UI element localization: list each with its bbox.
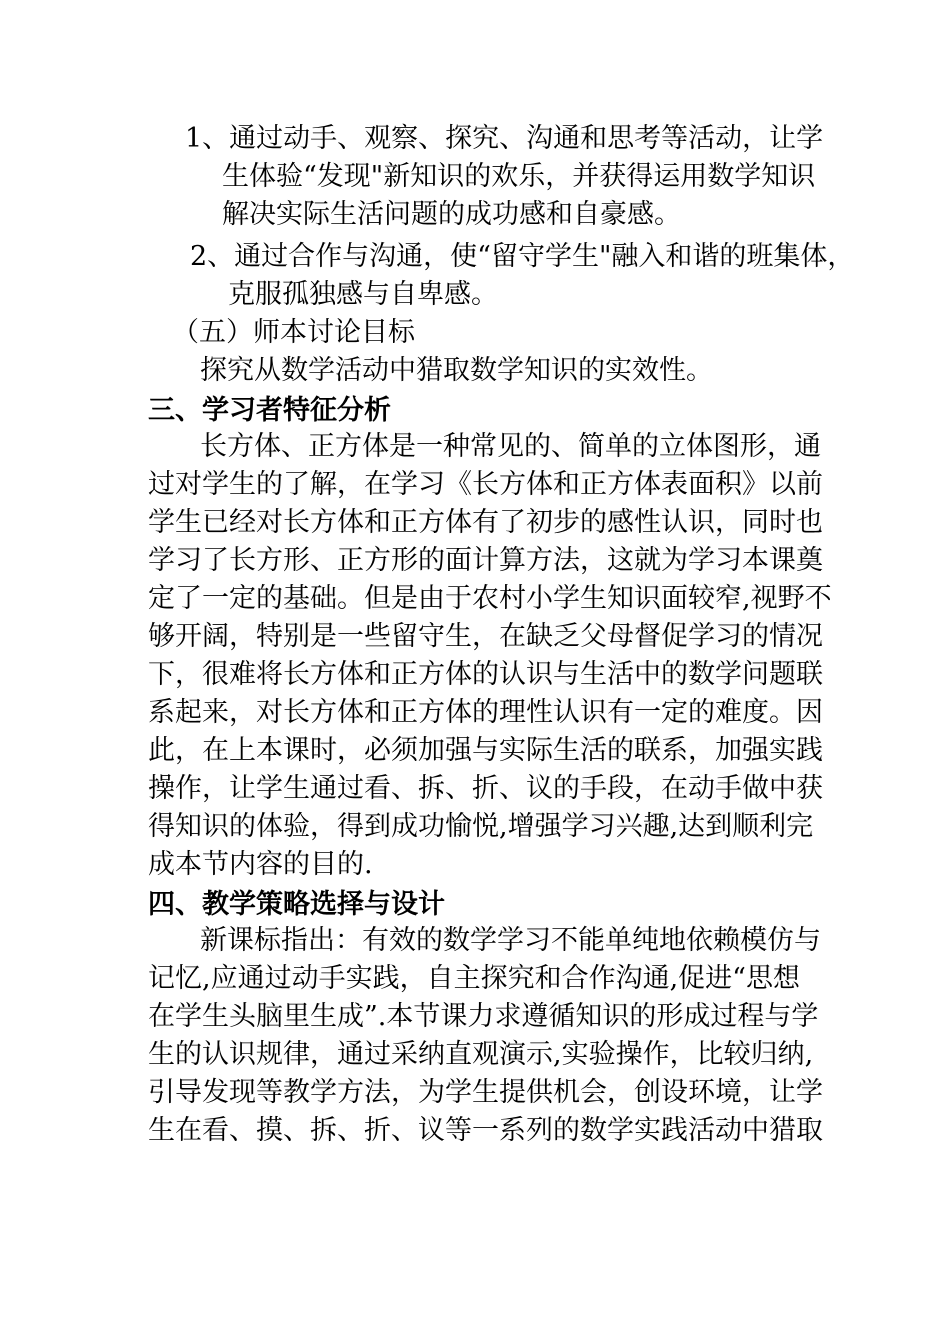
section-4-paragraph-line: 引导发现等教学方法，为学生提供机会，创设环境，让学 xyxy=(148,1077,823,1108)
section-4-paragraph-line: 记忆,应通过动手实践，自主探究和合作沟通,促进“思想 xyxy=(148,963,800,994)
teacher-goal-text: 探究从数学活动中猎取数学知识的实效性。 xyxy=(200,355,713,386)
goal-1-line-3: 解决实际生活问题的成功感和自豪感。 xyxy=(222,199,681,230)
section-3-paragraph-line: 学习了长方形、正方形的面计算方法，这就为学习本课奠 xyxy=(148,545,823,576)
section-3-paragraph-line: 得知识的体验，得到成功愉悦,增强学习兴趣,达到顺利完 xyxy=(148,811,814,842)
section-3-paragraph-line: 此，在上本课时，必须加强与实际生活的联系，加强实践 xyxy=(148,735,823,766)
section-3-paragraph-line: 学生已经对长方体和正方体有了初步的感性认识，同时也 xyxy=(148,507,823,538)
goal-2-line-2: 克服孤独感与自卑感。 xyxy=(228,279,498,310)
section-3-paragraph-line: 长方体、正方体是一种常见的、简单的立体图形，通 xyxy=(200,431,821,462)
section-3-paragraph-line: 成本节内容的目的. xyxy=(148,849,373,880)
section-4-paragraph-line: 在学生头脑里生成”.本节课力求遵循知识的形成过程与学 xyxy=(148,1001,819,1032)
goal-2-line-1: 2、通过合作与沟通，使“留守学生"融入和谐的班集体， xyxy=(190,241,855,272)
section-3-paragraph-line: 定了一定的基础。但是由于农村小学生知识面较窄,视野不 xyxy=(148,583,832,614)
teacher-goal-heading: （五）师本讨论目标 xyxy=(172,317,415,348)
section-4-paragraph-line: 生在看、摸、拆、折、议等一系列的数学实践活动中猎取 xyxy=(148,1115,823,1146)
section-3-heading: 三、学习者特征分析 xyxy=(148,395,391,426)
section-4-paragraph-line: 新课标指出：有效的数学学习不能单纯地依赖模仿与 xyxy=(200,925,821,956)
section-3-paragraph-line: 系起来，对长方体和正方体的理性认识有一定的难度。因 xyxy=(148,697,823,728)
section-4-paragraph-line: 生的认识规律，通过采纳直观演示,实验操作，比较归纳, xyxy=(148,1039,814,1070)
goal-1-line-1: 1、通过动手、观察、探究、沟通和思考等活动，让学 xyxy=(185,123,824,154)
section-3-paragraph-line: 过对学生的了解，在学习《长方体和正方体表面积》以前 xyxy=(148,469,823,500)
section-3-paragraph-line: 下，很难将长方体和正方体的认识与生活中的数学问题联 xyxy=(148,659,823,690)
section-3-paragraph-line: 够开阔，特别是一些留守生，在缺乏父母督促学习的情况 xyxy=(148,621,823,652)
section-3-paragraph-line: 操作，让学生通过看、拆、折、议的手段，在动手做中获 xyxy=(148,773,823,804)
section-4-heading: 四、教学策略选择与设计 xyxy=(148,889,445,920)
goal-1-line-2: 生体验“发现"新知识的欢乐，并获得运用数学知识 xyxy=(222,161,816,192)
